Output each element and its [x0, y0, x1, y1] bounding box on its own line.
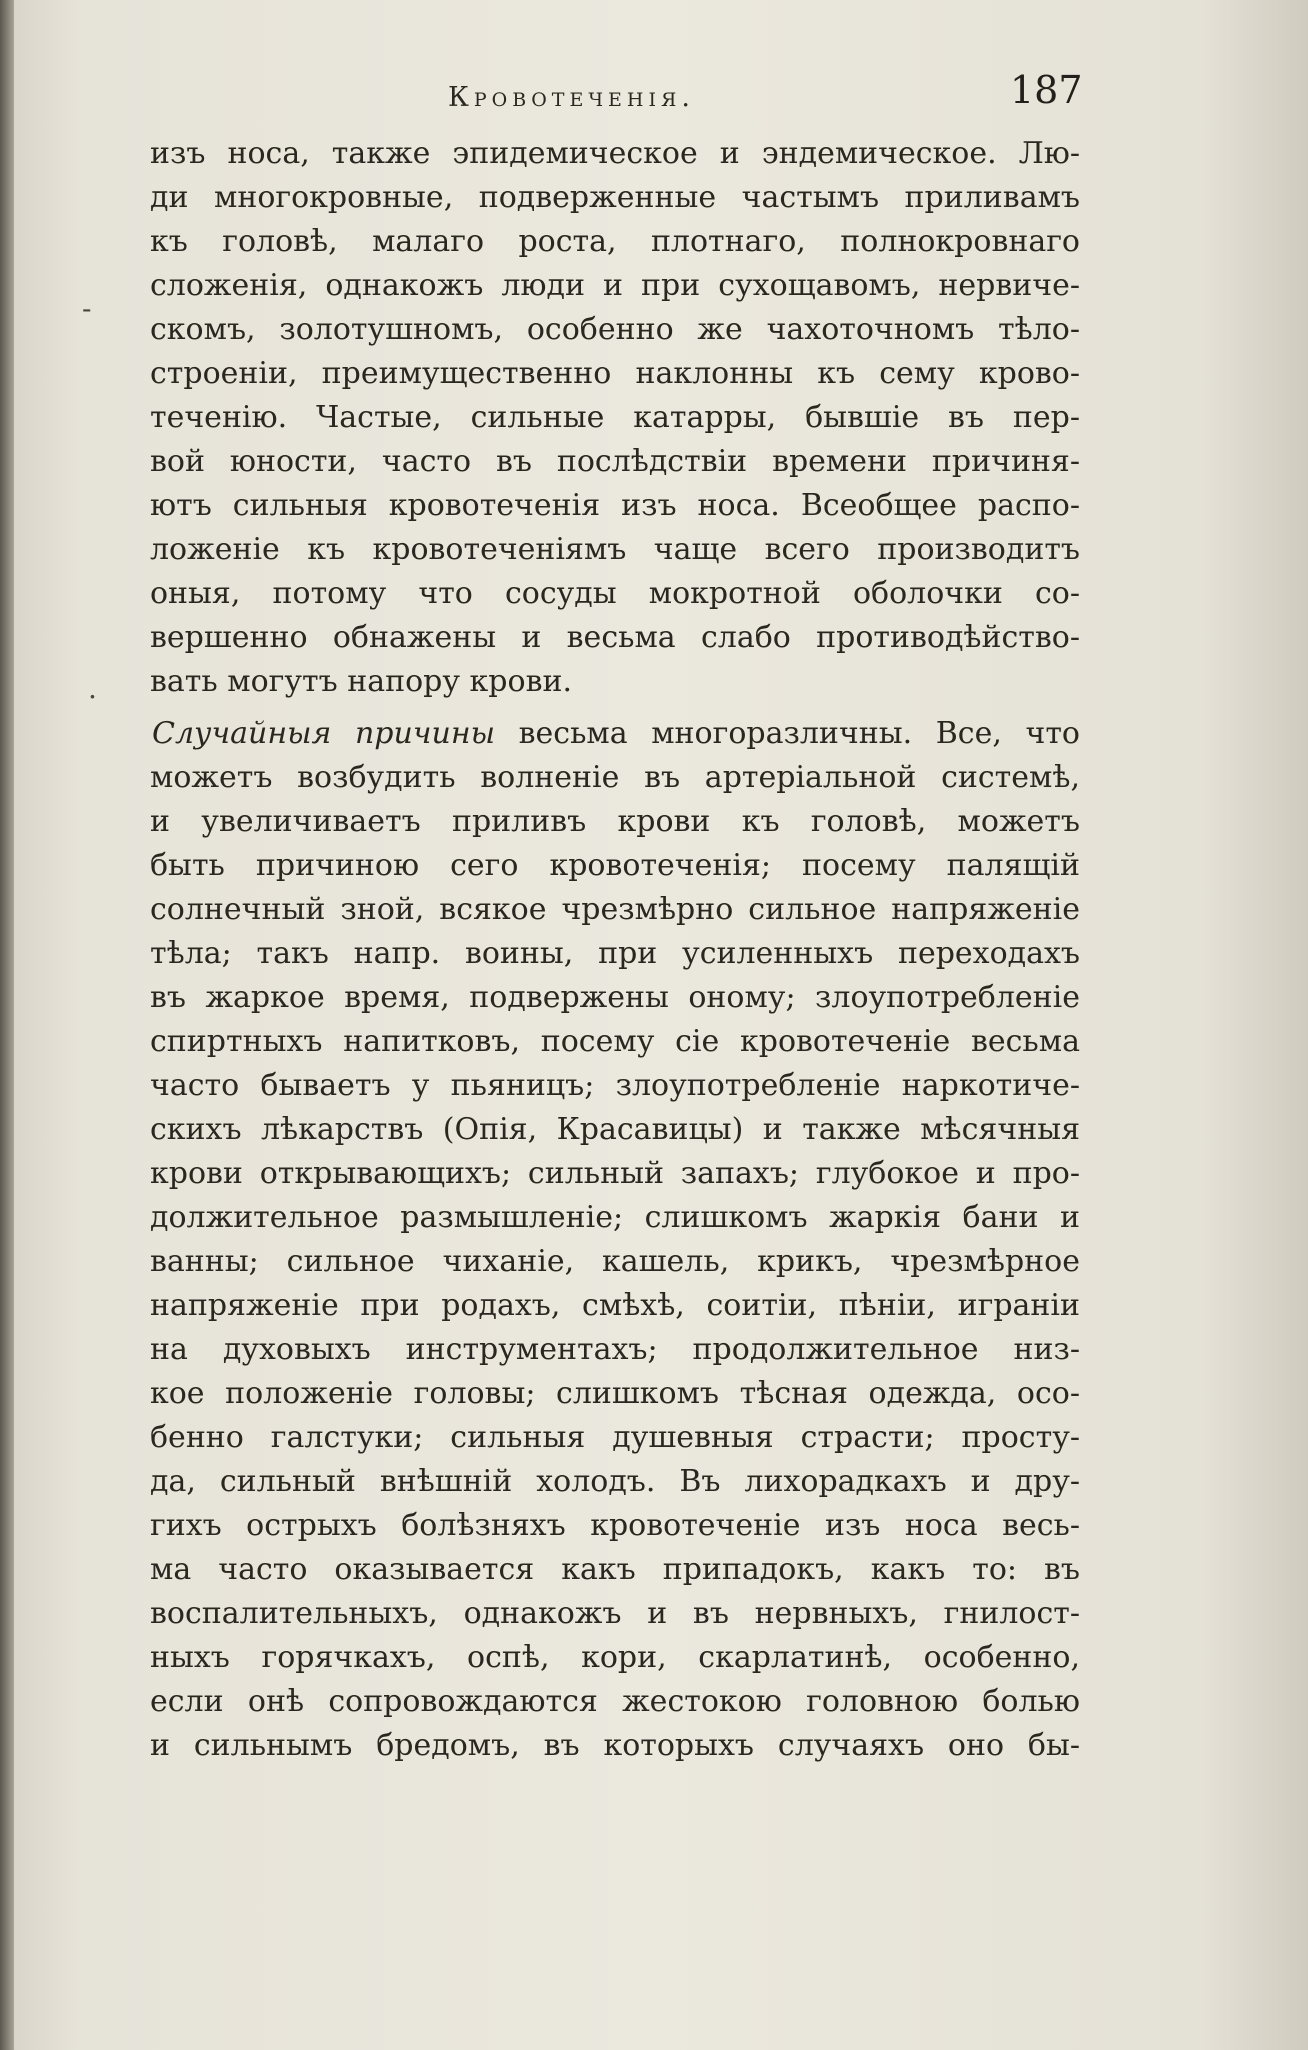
- text-line: и увеличиваетъ приливъ крови къ головѣ, можетъ: [150, 804, 1080, 839]
- text-line: сложенія, однакожъ люди и при сухощавомъ, нервиче-: [150, 268, 1080, 303]
- text-line: крови открывающихъ; сильный запахъ; глубокое и про-: [150, 1156, 1080, 1191]
- italic-lead: Случайныя причины: [152, 716, 496, 751]
- text-line: солнечный зной, всякое чрезмѣрно сильное напряженіе: [150, 892, 1080, 927]
- text-line: можетъ возбудить волненіе въ артеріальной системѣ,: [150, 760, 1080, 795]
- text-line: къ головѣ, малаго роста, плотнаго, полнокровнаго: [150, 224, 1080, 259]
- text-line: скихъ лѣкарствъ (Опія, Красавицы) и также мѣсячныя: [150, 1112, 1080, 1147]
- text-line: ныхъ горячкахъ, оспѣ, кори, скарлатинѣ, особенно,: [150, 1640, 1080, 1675]
- text-line: ванны; сильное чиханіе, кашель, крикъ, чрезмѣрное: [150, 1244, 1080, 1279]
- text-line: строеніи, преимущественно наклонны къ сему крово-: [150, 356, 1080, 391]
- text-line: ди многокровные, подверженные частымъ приливамъ: [150, 180, 1080, 215]
- text-line: напряженіе при родахъ, смѣхѣ, соитіи, пѣніи, играніи: [150, 1288, 1080, 1323]
- text-line: вершенно обнажены и весьма слабо противодѣйство-: [150, 620, 1080, 655]
- text-line: спиртныхъ напитковъ, посему сіе кровотеченіе весьма: [150, 1024, 1080, 1059]
- margin-dash-mark: -: [82, 292, 92, 325]
- paragraph-first-line: [152, 712, 1080, 756]
- text-line: и сильнымъ бредомъ, въ которыхъ случаяхъ оно бы-: [150, 1728, 1080, 1763]
- text-line: ложеніе къ кровотеченіямъ чаще всего производитъ: [150, 532, 1080, 567]
- text-line: гихъ острыхъ болѣзняхъ кровотеченіе изъ носа весь-: [150, 1508, 1080, 1543]
- first-line-rest: весьма многоразличны. Все, что: [495, 716, 1080, 751]
- text-line: должительное размышленіе; слишкомъ жаркія бани и: [150, 1200, 1080, 1235]
- text-line: изъ носа, также эпидемическое и эндемическое. Лю-: [150, 136, 1080, 171]
- text-line: скомъ, золотушномъ, особенно же чахоточномъ тѣло-: [150, 312, 1080, 347]
- text-line: часто бываетъ у пьяницъ; злоупотребленіе наркотиче-: [150, 1068, 1080, 1103]
- text-line: да, сильный внѣшній холодъ. Въ лихорадкахъ и дру-: [150, 1464, 1080, 1499]
- text-line: тѣла; такъ напр. воины, при усиленныхъ переходахъ: [150, 936, 1080, 971]
- text-line: кое положеніе головы; слишкомъ тѣсная одежда, осо-: [150, 1376, 1080, 1411]
- text-line: если онѣ сопровождаются жестокою головною болью: [150, 1684, 1080, 1719]
- text-line: воспалительныхъ, однакожъ и въ нервныхъ, гнилост-: [150, 1596, 1080, 1631]
- text-line: ма часто оказывается какъ припадокъ, какъ то: въ: [150, 1552, 1080, 1587]
- text-line: въ жаркое время, подвержены оному; злоупотребленіе: [150, 980, 1080, 1015]
- page-number: 187: [1010, 68, 1083, 112]
- margin-dot-mark: .: [88, 672, 97, 705]
- text-line: на духовыхъ инструментахъ; продолжительное низ-: [150, 1332, 1080, 1367]
- text-line: быть причиною сего кровотеченія; посему палящій: [150, 848, 1080, 883]
- page-binding-edge: [0, 0, 14, 2050]
- text-line: бенно галстуки; сильныя душевныя страсти; просту-: [150, 1420, 1080, 1455]
- text-line: вой юности, часто въ послѣдствіи времени причиня-: [150, 444, 1080, 479]
- running-title: Кровотеченія.: [448, 82, 695, 113]
- text-line: оныя, потому что сосуды мокротной оболочки со-: [150, 576, 1080, 611]
- text-line: вать могутъ напору крови.: [150, 664, 572, 699]
- text-line: ютъ сильныя кровотеченія изъ носа. Всеобщее распо-: [150, 488, 1080, 523]
- text-line: теченію. Частые, сильные катарры, бывшіе въ пер-: [150, 400, 1080, 435]
